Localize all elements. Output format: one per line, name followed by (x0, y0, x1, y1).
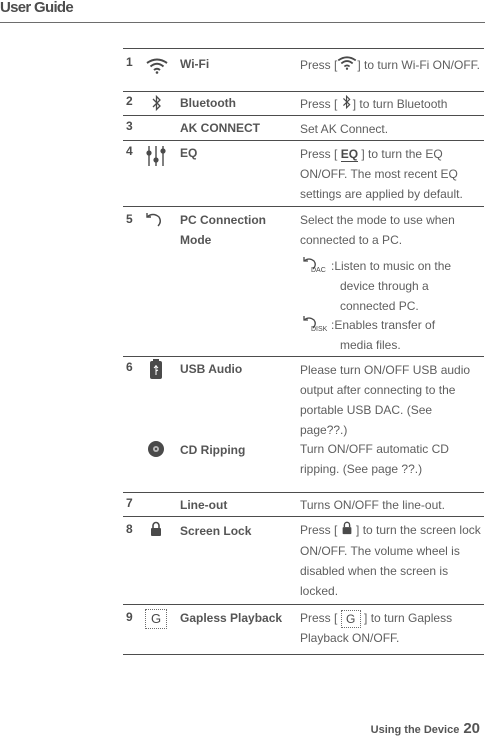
row-description: Turns ON/OFF the line-out. (300, 498, 445, 512)
row-description: Set AK Connect. (300, 122, 389, 136)
disk-mode-description: media files. (340, 338, 401, 352)
svg-text:DAC: DAC (311, 267, 326, 274)
dac-mode-description: device through a connected PC. (340, 279, 429, 313)
svg-text:DISK: DISK (311, 326, 328, 333)
row-number: 6 (126, 360, 133, 374)
gapless-icon: G (341, 610, 361, 628)
table-row (123, 141, 484, 207)
row-name: EQ (180, 146, 198, 160)
row-description: Press [ ] to turn the screen lock ON/OFF. The volume wheel is disabled when the screen is locked. (300, 520, 482, 601)
row-number: 7 (126, 496, 133, 510)
row-number: 2 (126, 94, 133, 108)
gapless-icon: G (145, 609, 167, 629)
row-name: Bluetooth (180, 96, 236, 110)
page-header (0, 0, 485, 23)
row-name: PC Connection Mode (180, 213, 266, 247)
settings-table (123, 48, 484, 655)
row-description: Select the mode to use when connected to a PC. (300, 213, 455, 247)
row-description: Press [ G ] to turn Gapless Playback ON/OFF. (300, 611, 453, 645)
row-name: Screen Lock (180, 524, 252, 538)
table-row (123, 605, 484, 655)
page-number: 20 (463, 720, 480, 737)
lock-icon (341, 521, 353, 541)
table-row (123, 116, 484, 141)
table-row (123, 207, 484, 357)
row-name: USB Audio (180, 362, 243, 376)
disk-mode-label: :Enables transfer of (331, 318, 436, 332)
table-row (123, 48, 484, 92)
table-row (123, 92, 484, 116)
bluetooth-icon (152, 94, 162, 117)
row-number: 8 (126, 522, 133, 536)
table-row (123, 357, 484, 493)
disk-mode-icon (300, 315, 334, 339)
eq-icon (145, 145, 167, 172)
row-number: 9 (126, 610, 133, 624)
wifi-icon (337, 56, 357, 76)
row-number: 4 (126, 144, 133, 158)
row-number: 1 (126, 55, 133, 69)
row-number: 3 (126, 119, 133, 133)
cd-icon (148, 441, 164, 462)
row-description: Press [ ] to turn Bluetooth (300, 94, 482, 116)
header-title: User Guide (0, 0, 74, 16)
row-description-secondary: Turn ON/OFF automatic CD ripping. (See page ??.) (300, 442, 449, 476)
table-row (123, 493, 484, 517)
bluetooth-icon (341, 94, 353, 116)
row-name: Wi-Fi (180, 57, 210, 71)
table-row (123, 517, 484, 605)
row-description: Press [ ] to turn Wi-Fi ON/OFF. (300, 55, 482, 76)
dac-mode-label: :Listen to music on the (331, 259, 452, 273)
lock-icon (150, 521, 162, 542)
page-footer (371, 720, 480, 737)
eq-icon: EQ (340, 147, 359, 162)
row-name: Gapless Playback (180, 611, 283, 625)
footer-label: Using the Device (370, 724, 460, 736)
wifi-icon (146, 58, 168, 79)
dac-mode-icon (300, 256, 334, 280)
row-name-secondary: CD Ripping (180, 443, 246, 457)
pc-connection-icon (143, 211, 163, 236)
row-number: 5 (126, 212, 133, 226)
row-description: Press [ EQ ] to turn the EQ ON/OFF. The most recent EQ settings are applied by default. (300, 147, 463, 201)
row-description: Please turn ON/OFF USB audio output after connecting to the portable USB DAC. (See page??.) (300, 363, 471, 437)
row-name: Line-out (180, 498, 228, 512)
usb-audio-icon (149, 359, 163, 386)
row-name: AK CONNECT (180, 121, 260, 135)
